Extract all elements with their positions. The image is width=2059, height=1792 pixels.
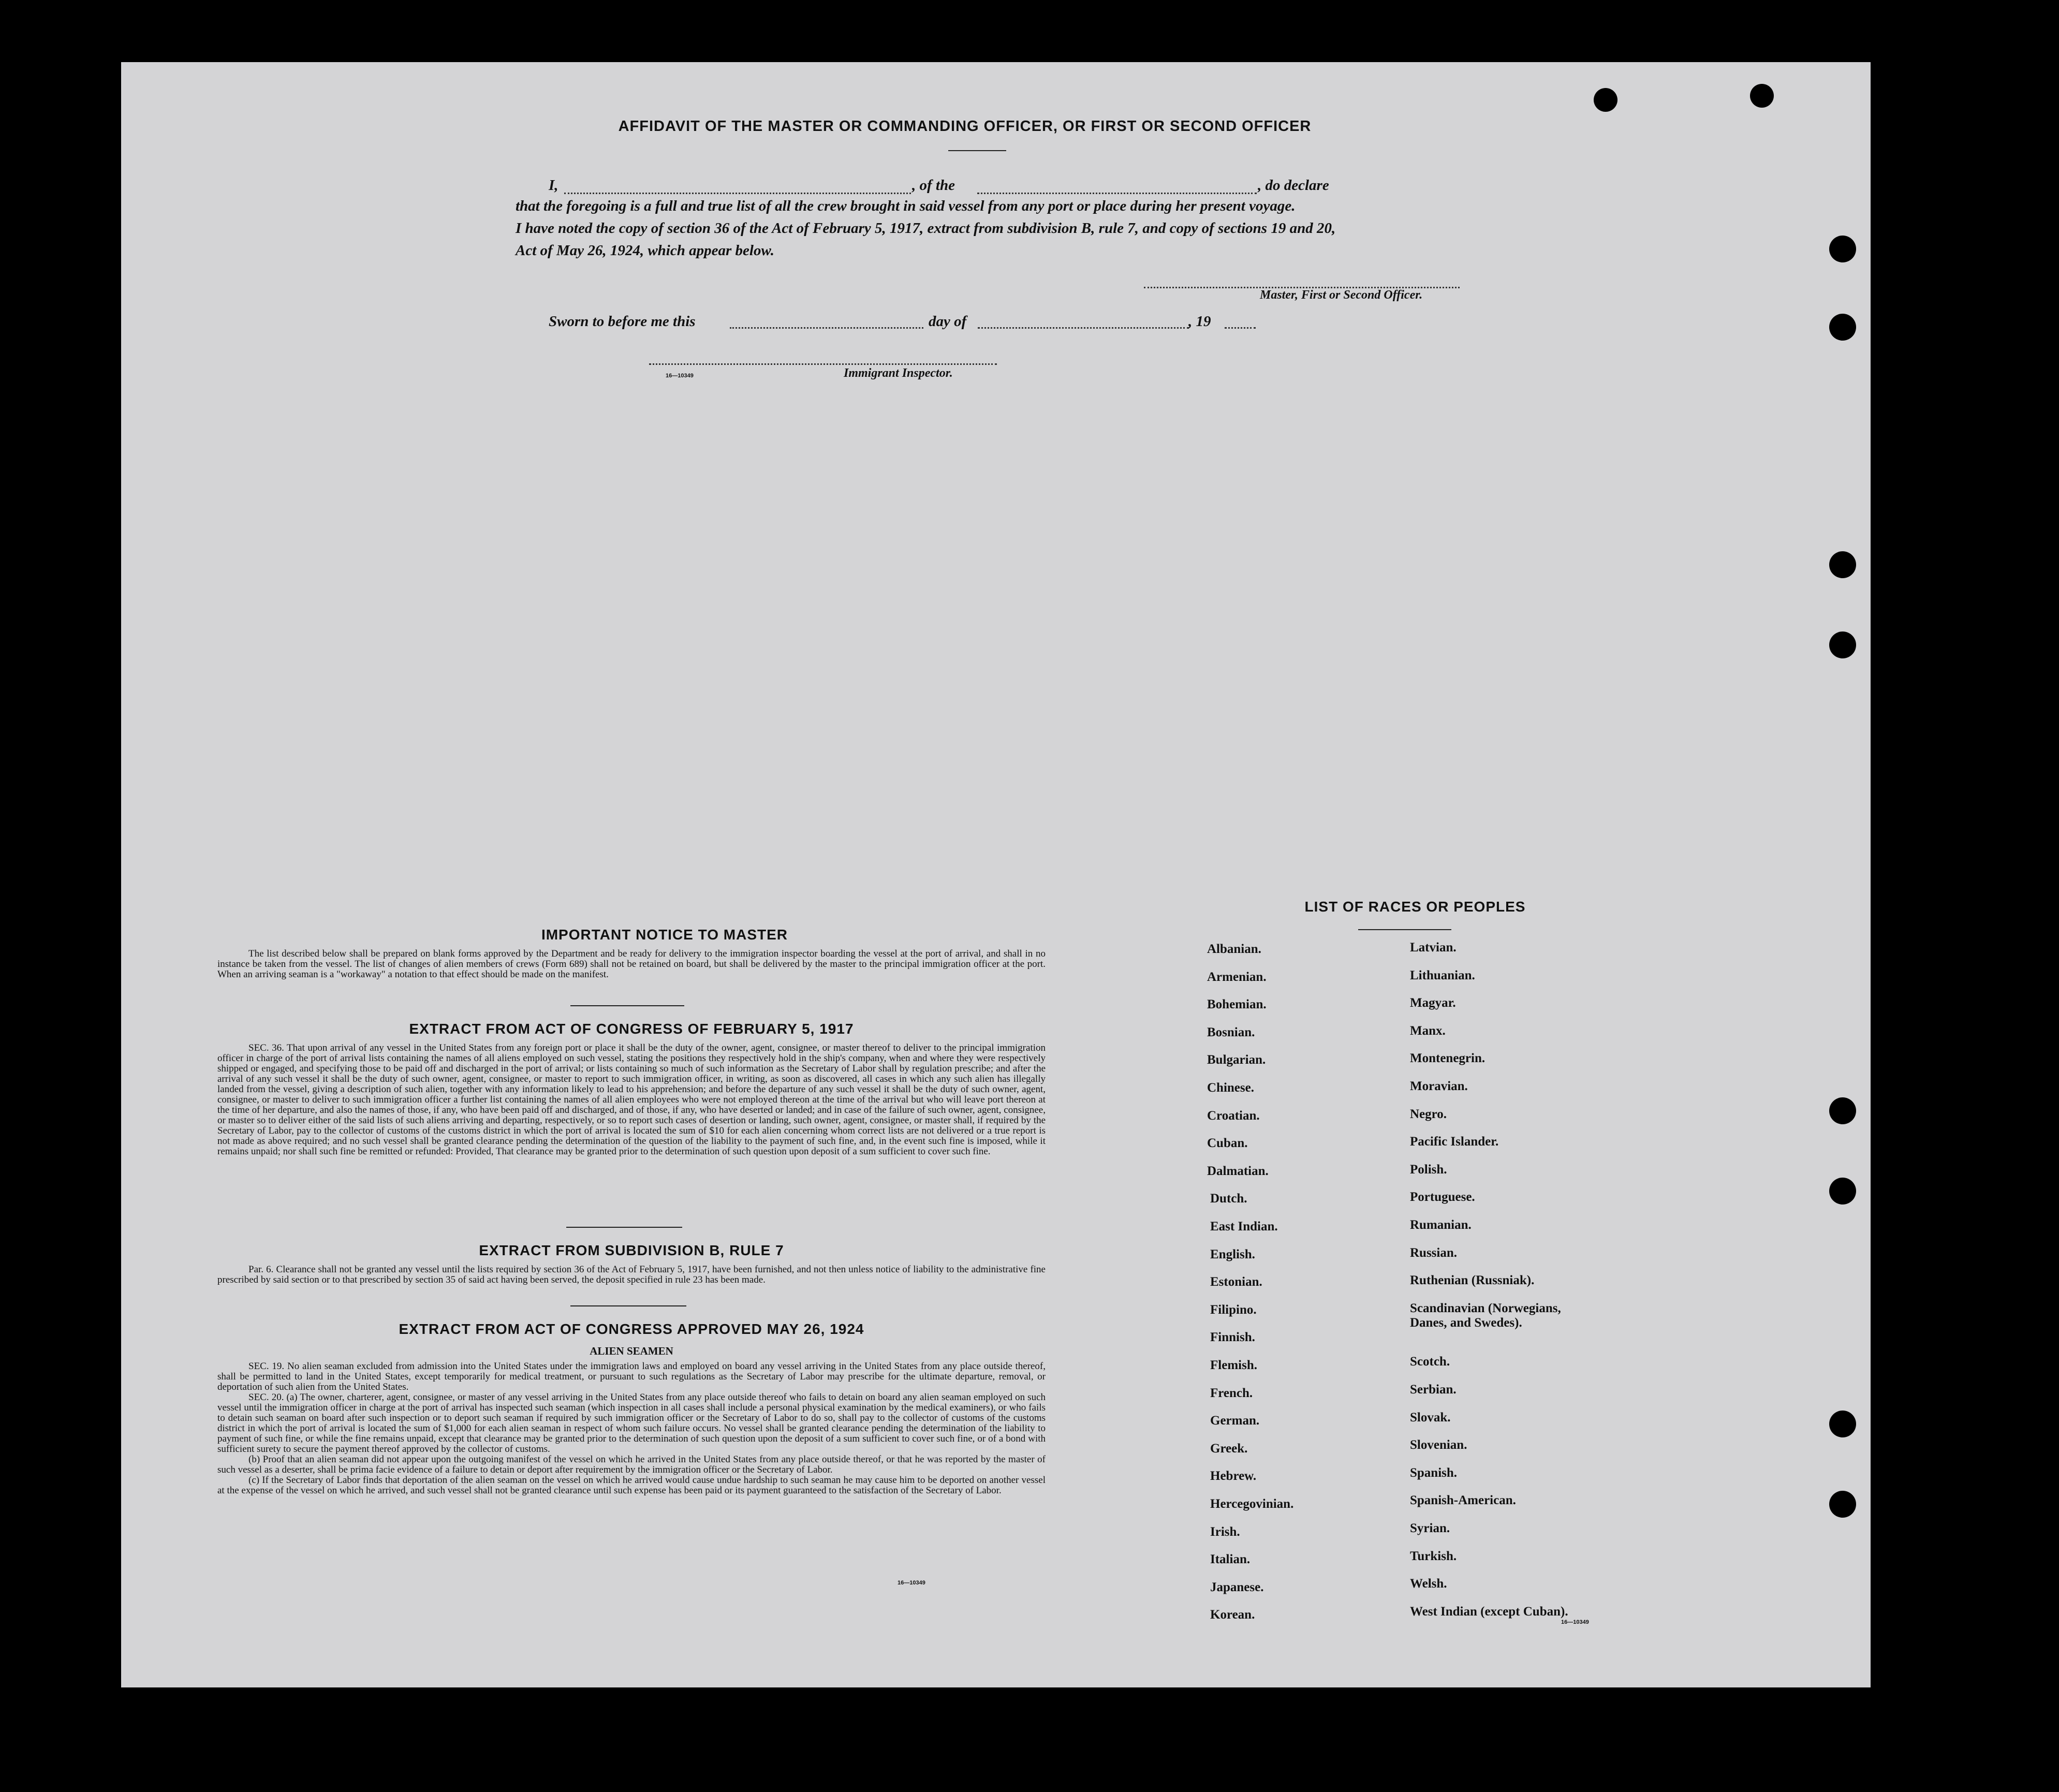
sec20b-text: (b) Proof that an alien seaman did not appear upon the outgoing manifest of the vessel on which he arrived in the United States from any place outside thereof, or that he was reported by the master of such vessel as a deserter, shall be prima facie evidence of a failure to detain or deport after requirement by the immigration officer or the Secretary of Labor. bbox=[217, 1454, 1046, 1475]
race-item: Ruthenian (Russniak). bbox=[1410, 1273, 1535, 1288]
extract-1924-body bbox=[217, 1361, 1046, 1496]
race-item: East Indian. bbox=[1210, 1220, 1278, 1233]
race-item: Montenegrin. bbox=[1410, 1051, 1486, 1066]
race-item: West Indian (except Cuban). bbox=[1410, 1604, 1568, 1619]
sworn-day-blank[interactable] bbox=[730, 327, 923, 329]
race-item: Rumanian. bbox=[1410, 1218, 1472, 1232]
notice-body: The list described below shall be prepared on blank forms approved by the Department and be ready for delivery to the immigration inspector boarding the vessel at the port of arrival, and shall in no instance be taken from the vessel. The list of changes of alien members of crews (Form 689) shall not be retained on board, but shall be delivered by the master to the principal immigration officer at the port. When an arriving seaman is a "workaway" a notation to that effect should be made on the manifest. bbox=[217, 948, 1046, 980]
race-item: Bosnian. bbox=[1207, 1025, 1255, 1039]
rule7-title: EXTRACT FROM SUBDIVISION B, RULE 7 bbox=[479, 1242, 784, 1258]
punch-hole bbox=[1829, 314, 1856, 341]
race-item: German. bbox=[1210, 1414, 1260, 1428]
race-item: Slovenian. bbox=[1410, 1438, 1467, 1452]
punch-hole bbox=[1829, 1097, 1856, 1124]
race-item: Dutch. bbox=[1210, 1192, 1247, 1206]
race-item: Spanish-American. bbox=[1410, 1493, 1516, 1508]
sworn-year-blank[interactable] bbox=[1225, 327, 1256, 329]
notice-title: IMPORTANT NOTICE TO MASTER bbox=[541, 927, 788, 943]
race-item: Italian. bbox=[1210, 1552, 1251, 1567]
race-item: Chinese. bbox=[1207, 1081, 1254, 1095]
sworn-year: , 19 bbox=[1188, 313, 1211, 330]
extract-1917-body: SEC. 36. That upon arrival of any vessel in the United States from any foreign port or place it shall be the duty of the owner, agent, consignee, or master thereof to deliver to the principal immigration officer in charge of the port of arrival lists containing the names of all aliens employed on such vessel, stating the positions they respectively hold in the ship's company, when and where they were respectively shipped or engaged, and specifying those to be paid off and discharged in the port of arrival; or lists containing so much of such information as the Secretary of Labor shall by regulation prescribe; and after the arrival of any such vessel it shall be the duty of such owner, agent, consignee, or master to report to such immigration officer, in writing, as soon as discovered, all cases in which any such alien has illegally landed from the vessel, giving a description of such alien, together with any information likely to lead to his apprehension; and before the departure of any such vessel it shall be the duty of such owner, agent, consignee, or master to deliver to such immigration officer a further list containing the names of all alien employees who were not employed thereon at the time of the arrival but who will leave port thereon at the time of her departure, and also the names of those, if any, who have been paid off and discharged, and of those, if any, who have deserted or landed; and in case of the failure of such owner, agent, consignee, or master so to deliver either of the said lists of such aliens arriving and departing, respectively, or so to report such cases of desertion or landing, such owner, agent, consignee, or master shall, if required by the Secretary of Labor, pay to the collector of customs of the customs district in which the port of arrival is located the sum of $10 for each alien concerning whom correct lists are not delivered or a true report is not made as above required; and no such vessel shall be granted clearance pending the determination of the question of the liability to the payment of such fine, and, in the event such fine is imposed, while it remains unpaid; nor shall such fine be remitted or refunded: Provided, That clearance may be granted prior to the determination of such question upon deposit of a sum sufficient to cover such fine. bbox=[217, 1043, 1046, 1157]
race-item: Filipino. bbox=[1210, 1302, 1257, 1317]
race-item: Hebrew. bbox=[1210, 1469, 1257, 1483]
rule7-divider bbox=[570, 1305, 686, 1306]
sworn-day-of: day of bbox=[929, 313, 967, 330]
races-form-code: 16—10349 bbox=[1561, 1619, 1589, 1625]
race-item: Turkish. bbox=[1410, 1549, 1457, 1563]
inspector-signature-label: Immigrant Inspector. bbox=[844, 366, 953, 380]
race-item: Scandinavian (Norwegians, Danes, and Swedes). bbox=[1410, 1301, 1561, 1330]
sec20a-text: SEC. 20. (a) The owner, charterer, agent, consignee, or master of any vessel arriving in the United States from any place outside thereof who fails to detain on board any alien seaman employed on such vessel until the immigration officer in charge at the port of arrival has inspected such seaman (which inspection in all cases shall include a personal physical examination by the medical examiners), or who fails to detain such seaman on board after such inspection or to deport such seaman if required by such immigration officer or the Secretary of Labor to do so, shall pay to the collector of customs of the customs district in which the port of arrival is located the sum of $1,000 for each alien seaman in respect of whom such failure occurs. No vessel shall be granted clearance pending the determination of the liability to payment of such fine, or while the fine remains unpaid, except that clearance may be granted prior to the determination of such question upon the deposit of a sum sufficient to cover such fine, or of a bond with sufficient surety to secure the payment thereof approved by the collector of customs. bbox=[217, 1392, 1046, 1455]
race-item: Russian. bbox=[1410, 1245, 1458, 1260]
punch-hole bbox=[1829, 631, 1856, 658]
race-item: Syrian. bbox=[1410, 1521, 1450, 1535]
affidavit-title: AFFIDAVIT OF THE MASTER OR COMMANDING OFFICER, OR FIRST OR SECOND OFFICER bbox=[618, 118, 1312, 135]
races-title: LIST OF RACES OR PEOPLES bbox=[1304, 899, 1526, 915]
sec20c-text: (c) If the Secretary of Labor finds that deportation of the alien seaman on the vessel on which he arrived would cause undue hardship to such seaman he may cause him to be deported on another vessel at the expense of the vessel on which he arrived, and such vessel shall not be granted clearance until such expense has been paid or its payment guaranteed to the satisfaction of the Secretary of Labor. bbox=[217, 1475, 1046, 1496]
race-item: Hercegovinian. bbox=[1210, 1497, 1294, 1511]
race-item: Magyar. bbox=[1410, 996, 1456, 1010]
inspector-signature-line[interactable] bbox=[649, 363, 997, 365]
race-item: Latvian. bbox=[1410, 941, 1457, 954]
race-item: Pacific Islander. bbox=[1410, 1135, 1499, 1149]
race-item: Finnish. bbox=[1210, 1330, 1255, 1345]
extract-1924-title: EXTRACT FROM ACT OF CONGRESS APPROVED MAY 26, 1924 bbox=[399, 1321, 864, 1337]
extract-1924-subtitle: ALIEN SEAMEN bbox=[590, 1345, 673, 1357]
race-item: Negro. bbox=[1410, 1107, 1447, 1121]
extract-1917-title: EXTRACT FROM ACT OF CONGRESS OF FEBRUARY 5, 1917 bbox=[409, 1021, 854, 1037]
extract-1917-divider bbox=[566, 1227, 682, 1228]
vessel-blank[interactable] bbox=[977, 193, 1257, 194]
race-item: Spanish. bbox=[1410, 1465, 1458, 1480]
race-item: Estonian. bbox=[1210, 1275, 1262, 1289]
race-item: Welsh. bbox=[1410, 1577, 1447, 1591]
affidavit-form-code: 16—10349 bbox=[666, 373, 694, 379]
race-item: Japanese. bbox=[1210, 1580, 1264, 1594]
notice-divider bbox=[570, 1005, 684, 1006]
punch-hole bbox=[1829, 1178, 1856, 1205]
race-item: Slovak. bbox=[1410, 1410, 1451, 1424]
race-item: Irish. bbox=[1210, 1524, 1240, 1539]
race-item: Lithuanian. bbox=[1410, 968, 1475, 982]
punch-hole bbox=[1829, 1491, 1856, 1518]
race-item: Bohemian. bbox=[1207, 997, 1267, 1012]
affidavit-i: I, bbox=[549, 177, 558, 194]
punch-hole bbox=[1829, 1411, 1856, 1437]
race-item: Greek. bbox=[1210, 1441, 1248, 1456]
form-page bbox=[121, 62, 1871, 1687]
race-item: Serbian. bbox=[1410, 1383, 1457, 1397]
rule7-body: Par. 6. Clearance shall not be granted any vessel until the lists required by section 36 of the Act of February 5, 1917, have been furnished, and not then unless notice of liability to the administrative fine prescribed by said section or to that prescribed by section 35 of said act having been served, the deposit specified in rule 23 has been made. bbox=[217, 1264, 1046, 1285]
affidavit-line4: Act of May 26, 1924, which appear below. bbox=[516, 242, 774, 259]
affidavit-of-the: , of the bbox=[912, 177, 955, 194]
race-item: Manx. bbox=[1410, 1023, 1446, 1038]
race-item: Armenian. bbox=[1207, 970, 1267, 984]
race-item: French. bbox=[1210, 1386, 1253, 1400]
punch-hole bbox=[1829, 551, 1856, 578]
race-item: Portuguese. bbox=[1410, 1190, 1475, 1205]
race-item: Flemish. bbox=[1210, 1358, 1257, 1372]
races-divider bbox=[1358, 929, 1451, 930]
race-item: Polish. bbox=[1410, 1162, 1447, 1177]
race-item: English. bbox=[1210, 1247, 1255, 1261]
sec19-text: SEC. 19. No alien seaman excluded from admission into the United States under the immigration laws and employed on board any vessel arriving in the United States from any place outside thereof, shall be permitted to land in the United States, except temporarily for medical treatment, or pursuant to such regulations as the Secretary of Labor may prescribe for the ultimate departure, removal, or deportation of such alien from the United States. bbox=[217, 1361, 1046, 1392]
affidavit-do-declare: , do declare bbox=[1258, 177, 1329, 194]
extract-1924-form-code: 16—10349 bbox=[898, 1580, 925, 1586]
affidavit-line2: that the foregoing is a full and true list of all the crew brought in said vessel from any port or place during her present voyage. bbox=[516, 198, 1296, 214]
name-blank[interactable] bbox=[564, 193, 911, 194]
race-item: Moravian. bbox=[1410, 1079, 1468, 1093]
sworn-before: Sworn to before me this bbox=[549, 313, 696, 330]
master-signature-label: Master, First or Second Officer. bbox=[1260, 288, 1423, 302]
race-item: Scotch. bbox=[1410, 1355, 1450, 1369]
punch-hole bbox=[1594, 88, 1617, 112]
race-item: Bulgarian. bbox=[1207, 1053, 1266, 1067]
title-divider bbox=[948, 150, 1006, 151]
race-item: Korean. bbox=[1210, 1608, 1255, 1622]
race-item: Cuban. bbox=[1207, 1136, 1248, 1151]
race-item: Croatian. bbox=[1207, 1108, 1260, 1123]
punch-hole bbox=[1829, 236, 1856, 262]
sworn-month-blank[interactable] bbox=[978, 327, 1189, 329]
punch-hole bbox=[1750, 84, 1774, 108]
race-item: Albanian. bbox=[1207, 942, 1261, 956]
affidavit-line3: I have noted the copy of section 36 of the Act of February 5, 1917, extract from subdivision B, rule 7, and copy of sections 19 and 20, bbox=[516, 220, 1336, 237]
race-item: Dalmatian. bbox=[1207, 1164, 1269, 1178]
